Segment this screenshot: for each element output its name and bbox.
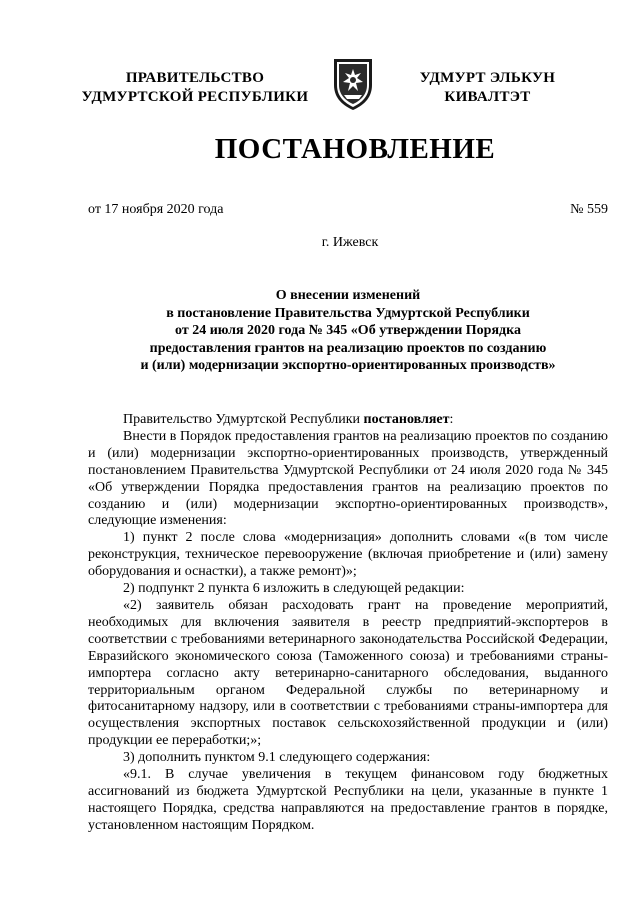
header-left bbox=[70, 69, 320, 107]
header-left-line1: ПРАВИТЕЛЬСТВО bbox=[125, 70, 265, 86]
coat-of-arms-icon bbox=[330, 55, 376, 111]
subject-line: в постановление Правительства Удмуртской Республики bbox=[166, 305, 530, 321]
paragraph-item-3-text: «9.1. В случае увеличения в текущем финансовом году бюджетных ассигнований из бюджета Удмуртской Республики на цели, указанные в пункте 1 настоящего Порядка, средства направляются на предоставление грантов в порядке, установленном настоящим Порядком. bbox=[88, 767, 608, 833]
header-right bbox=[385, 69, 590, 107]
subject-line: предоставления грантов на реализацию проектов по созданию bbox=[149, 340, 547, 356]
resolution-text: Правительство Удмуртской Республики bbox=[123, 412, 364, 427]
document-subject bbox=[88, 287, 608, 375]
header-right-line2: КИВАЛТЭТ bbox=[444, 89, 531, 105]
resolution-keyword: постановляет bbox=[363, 412, 450, 427]
subject-line: и (или) модернизации экспортно-ориентированных производств» bbox=[140, 358, 556, 374]
paragraph-item-1: 1) пункт 2 после слова «модернизация» дополнить словами «(в том числе реконструкция, техническое перевооружение (включая приобретение и (или) замену оборудования и оснастки), а также ремонт)»; bbox=[88, 530, 608, 580]
subject-line: О внесении изменений bbox=[275, 288, 421, 303]
header-right-line1: УДМУРТ ЭЛЬКУН bbox=[419, 70, 556, 86]
paragraph-resolution bbox=[88, 412, 608, 429]
resolution-colon: : bbox=[449, 412, 454, 427]
document-number: № 559 bbox=[570, 202, 608, 217]
paragraph-amendment-intro: Внести в Порядок предоставления грантов на реализацию проектов по созданию и (или) модернизации экспортно-ориентированных производств, утвержденный постановлением Правительства Удмуртской Республики от 24 июля 2020 года № 345 «Об утверждении Порядка предоставления грантов на реализацию проектов по созданию и (или) модернизации экспортно-ориентированных производств», следующие изменения: bbox=[88, 428, 608, 529]
subject-line: от 24 июля 2020 года № 345 «Об утверждении Порядка bbox=[175, 323, 521, 339]
document-title: ПОСТАНОВЛЕНИЕ bbox=[214, 133, 496, 165]
paragraph-item-2: 2) подпункт 2 пункта 6 изложить в следующей редакции: bbox=[123, 581, 465, 597]
document-date: от 17 ноября 2020 года bbox=[88, 202, 224, 217]
document-city: г. Ижевск bbox=[321, 235, 379, 250]
document-body bbox=[88, 412, 608, 835]
paragraph-item-2-text: «2) заявитель обязан расходовать грант на проведение мероприятий, необходимых для включения заявителя в реестр предприятий-экспортеров в соответствии с требованиями ветеринарного законодательства Российской Федерации, Евразийского экономического союза (Таможенного союза) и требованиями страны-импортера согласно акту ветеринарно-санитарного обследования, выданного территориальным органом Федеральной службы по ветеринарному и фитосанитарному надзору, или в соответствии с требованиями страны-импортера для осуществления экспортных поставок сельскохозяйственной продукции и (или) продукции ее переработки;»; bbox=[88, 597, 608, 749]
header-left-line2: УДМУРТСКОЙ РЕСПУБЛИКИ bbox=[81, 89, 309, 105]
paragraph-item-3: 3) дополнить пунктом 9.1 следующего содержания: bbox=[123, 750, 431, 766]
